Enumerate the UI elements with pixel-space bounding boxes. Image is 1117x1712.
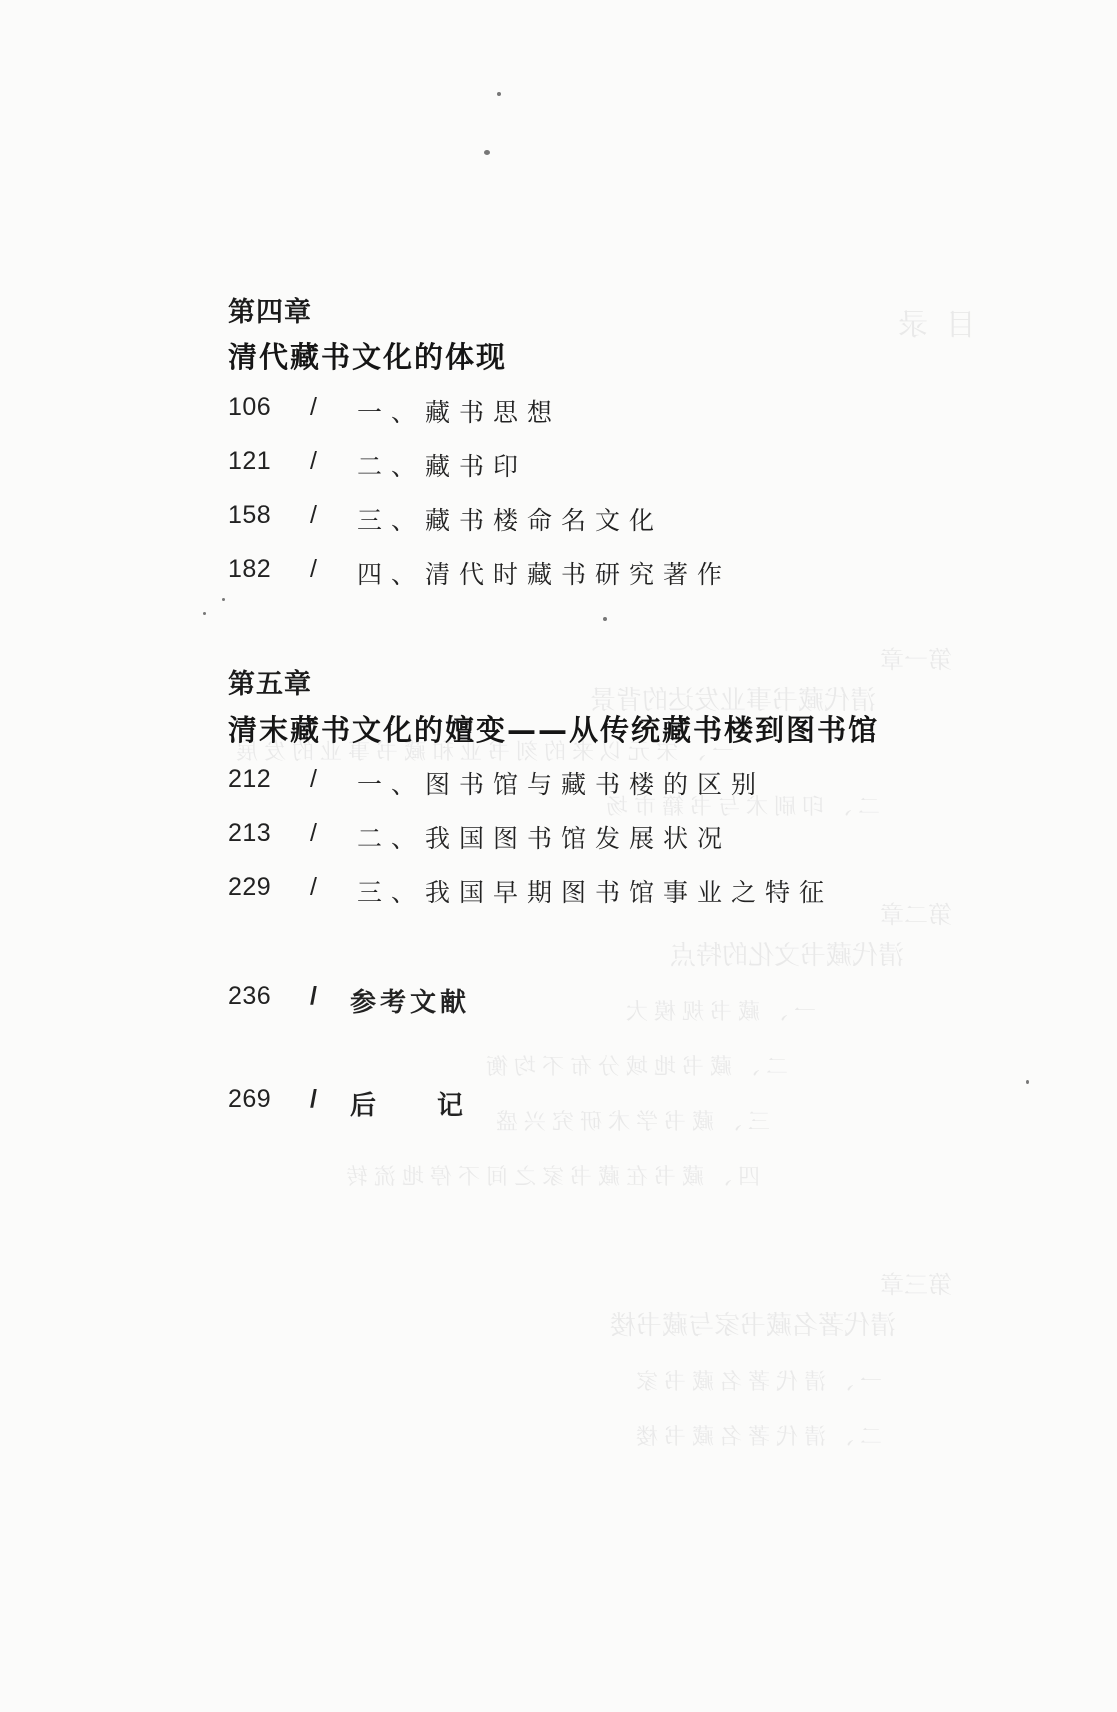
page-number: 106 [228, 393, 272, 421]
scan-speck [203, 612, 206, 615]
separator: / [310, 982, 317, 1010]
bleed-through-text: 目录 [880, 308, 976, 343]
separator: / [310, 447, 317, 475]
entry-title: 三、藏书楼命名文化 [357, 506, 664, 535]
separator: / [310, 555, 317, 583]
page-number: 229 [228, 873, 272, 901]
bleed-through-text: 二、藏书地域分布不均衡 [480, 1055, 789, 1080]
bleed-through-text: 四、藏书在藏书家之间不停地流转 [340, 1165, 761, 1190]
entry-title: 四、清代时藏书研究著作 [357, 560, 732, 589]
page-number: 236 [228, 982, 272, 1010]
separator: / [310, 873, 317, 901]
bleed-through-text: 二、印刷术与书籍市场 [600, 795, 881, 820]
entry-title: 一、藏书思想 [357, 398, 562, 427]
chapter-5-label: 第五章 [228, 669, 312, 700]
page-number: 212 [228, 765, 272, 793]
entry-title: 二、我国图书馆发展状况 [357, 824, 732, 853]
chapter-4-label: 第四章 [228, 297, 312, 328]
bleed-through-text: 一、藏书规模大 [620, 1000, 817, 1025]
page-number: 182 [228, 555, 272, 583]
bleed-through-text: 三、藏书学术研究兴盛 [490, 1110, 771, 1135]
bleed-through-text: 清代藏书文化的特点 [670, 941, 905, 971]
scan-speck [603, 617, 607, 621]
bleed-through-text: 清代藏书事业发达的背景 [590, 686, 877, 716]
separator: / [310, 1085, 317, 1113]
bleed-through-text: 清代著名藏书家与藏书楼 [610, 1311, 897, 1341]
entry-title: 参考文献 [350, 988, 471, 1018]
scan-speck [1026, 1080, 1029, 1084]
chapter-5-title: 清末藏书文化的嬗变——从传统藏书楼到图书馆 [228, 713, 880, 747]
separator: / [310, 501, 317, 529]
page-number: 121 [228, 447, 272, 475]
bleed-through-text: 第三章 [880, 1271, 952, 1299]
scan-speck [484, 150, 490, 155]
entry-title: 一、图书馆与藏书楼的区别 [357, 770, 766, 799]
separator: / [310, 393, 317, 421]
bleed-through-text: 第二章 [880, 901, 952, 929]
separator: / [310, 819, 317, 847]
bleed-through-text: 一、宋元以来的刻书业和藏书事业的发展 [230, 740, 735, 765]
bleed-through-text: 第一章 [880, 646, 952, 674]
entry-title: 后 记 [350, 1091, 490, 1121]
scan-speck [222, 598, 225, 601]
scan-speck [497, 92, 501, 96]
page-number: 158 [228, 501, 272, 529]
separator: / [310, 765, 317, 793]
entry-title: 三、我国早期图书馆事业之特征 [357, 878, 834, 907]
entry-title: 二、藏书印 [357, 452, 528, 481]
page-number: 269 [228, 1085, 272, 1113]
bleed-through-text: 二、清代著名藏书楼 [630, 1425, 883, 1450]
page-number: 213 [228, 819, 272, 847]
bleed-through-text: 一、清代著名藏书家 [630, 1370, 883, 1395]
chapter-4-title: 清代藏书文化的体现 [228, 340, 508, 374]
